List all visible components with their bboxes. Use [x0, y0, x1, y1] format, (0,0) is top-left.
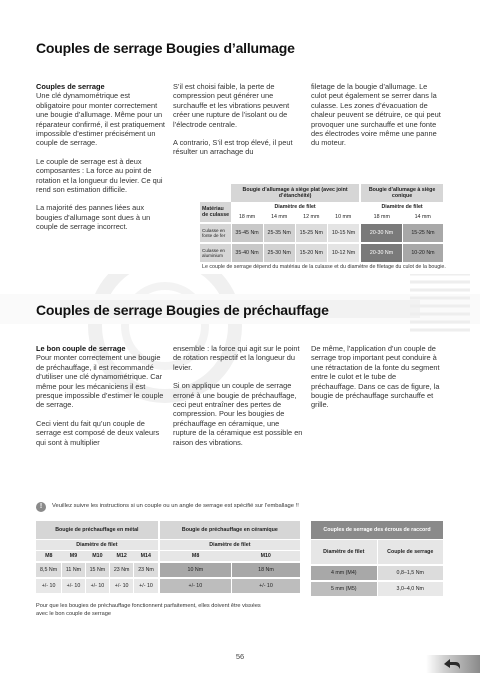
- section2-col3: [311, 344, 443, 419]
- header-ceramic: Bougie de préchauffage en céramique: [159, 521, 300, 540]
- section1-col3: [311, 82, 443, 157]
- section1-col1: [36, 82, 166, 241]
- value-cell: +/- 10: [134, 578, 159, 593]
- value-cell: 35-45 Nm: [231, 223, 263, 243]
- header-thread: Diamètre de filet: [231, 202, 360, 212]
- paragraph: Une clé dynamométrique est obligatoire pour monter correctement une bougie d’allumage. Même pour un réparateur confirmé, il est pratiquement impossible d’estimer précisément un couple de serrage.: [36, 91, 165, 148]
- footnote: Pour que les bougies de préchauffage fonctionnent parfaitement, elles doivent être vissées avec le bon couple de serrage: [36, 603, 261, 617]
- paragraph: ensemble : la force qui agit sur le point de rotation respectif et la longueur du levier.: [173, 344, 300, 372]
- value-cell: 5 mm (M5): [311, 581, 377, 596]
- return-tab[interactable]: [426, 655, 480, 673]
- size-cell: M10: [85, 551, 109, 563]
- header-diameter: Diamètre de filet: [311, 540, 377, 566]
- paragraph: A contrario, S’il est trop élevé, il peut résulter un arrachage du: [173, 138, 293, 157]
- info-icon: !: [36, 502, 46, 512]
- value-cell: 10 Nm: [159, 562, 232, 578]
- header-torque: Couple de serrage: [377, 540, 443, 566]
- section1-subheading: Couples de serrage: [36, 82, 105, 91]
- row-label: Culasse en aluminium: [200, 243, 231, 262]
- size-cell: 10 mm: [327, 212, 360, 223]
- row-label: Culasse en fonte de fer: [200, 223, 231, 243]
- section1-title: Couples de serrage Bougies d’allumage: [36, 40, 295, 56]
- section2-col1: [36, 344, 168, 456]
- value-cell: 25-35 Nm: [263, 223, 295, 243]
- value-cell: 3,0–4,0 Nm: [377, 581, 443, 596]
- paragraph: Si on applique un couple de serrage erroné à une bougie de préchauffage, ceci peut entraîner des pertes de compression. Pour les bougies de préchauffage en céramique, une rupture de la céramique est possible en raison des vibrations.: [173, 381, 303, 447]
- size-cell: M8: [159, 551, 232, 563]
- value-cell: 4 mm (M4): [311, 565, 377, 581]
- header-conical-seat: Bougie d’allumage à siège conique: [360, 184, 443, 202]
- paragraph: De même, l’application d’un couple de serrage trop important peut conduire à une rétractation de la fonte du segment entre le culot et le tube de préchauffage. Dans ce cas de figure, la bougie de préchauffage surchauffe et grille.: [311, 344, 440, 410]
- size-cell: M10: [231, 551, 300, 563]
- value-cell: +/- 10: [36, 578, 62, 593]
- page-number: 56: [235, 652, 245, 661]
- size-cell: 14 mm: [271, 214, 288, 220]
- value-cell: 15-25 Nm: [402, 223, 443, 243]
- header-metal: Bougie de préchauffage en métal: [36, 521, 159, 540]
- size-cell: M14: [134, 551, 159, 563]
- value-cell: 20-30 Nm: [360, 223, 402, 243]
- value-cell: 10-15 Nm: [327, 223, 360, 243]
- size-cell: M8: [36, 551, 62, 563]
- value-cell: 10-12 Nm: [327, 243, 360, 262]
- section2-subheading: Le bon couple de serrage: [36, 344, 126, 353]
- header-thread: Diamètre de filet: [159, 540, 300, 551]
- value-cell: +/- 10: [159, 578, 232, 593]
- value-cell: 23 Nm: [134, 562, 159, 578]
- spark-plug-table-caption: Le couple de serrage dépend du matériau de la culasse et du diamètre de filetage du culot de la bougie.: [202, 264, 446, 270]
- notice-text: Veuillez suivre les instructions si un couple ou un angle de serrage est spécifié sur l’emballage !!: [52, 503, 299, 509]
- size-cell: 14 mm: [414, 214, 431, 220]
- value-cell: 15 Nm: [85, 562, 109, 578]
- section2-title: Couples de serrage Bougies de préchauffage: [36, 302, 329, 318]
- size-cell: M12: [110, 551, 134, 563]
- value-cell: 15-20 Nm: [295, 243, 327, 262]
- return-arrow-icon: [442, 657, 462, 671]
- value-cell: 25-30 Nm: [263, 243, 295, 262]
- value-cell: 8,5 Nm: [36, 562, 62, 578]
- value-cell: 11 Nm: [62, 562, 86, 578]
- value-cell: +/- 10: [110, 578, 134, 593]
- spark-plug-torque-table: [200, 184, 443, 262]
- size-cell: 18 mm: [373, 214, 390, 220]
- header-thread: Diamètre de filet: [36, 540, 159, 551]
- value-cell: 35-40 Nm: [231, 243, 263, 262]
- value-cell: 18 Nm: [231, 562, 300, 578]
- paragraph: filetage de la bougie d’allumage. Le culot peut également se serrer dans la culasse. Les zones d’évacuation de chaleur peuvent se détruire, ce qui peut provoquer une surchauffe et une fonte des électrodes voire même une panne du moteur.: [311, 82, 441, 148]
- section1-col2: [173, 82, 301, 166]
- header-connector-nuts: Couples de serrage des écrous de raccord: [311, 521, 443, 540]
- value-cell: 15-25 Nm: [295, 223, 327, 243]
- paragraph: Le couple de serrage est à deux composantes : La force au point de rotation et la longueur du levier. Ce qui rend son estimation difficile.: [36, 156, 163, 195]
- section2-col2: [173, 344, 303, 456]
- value-cell: +/- 10: [231, 578, 300, 593]
- glow-plug-torque-table: [36, 521, 300, 593]
- header-flat-seat: Bougie d’allumage à siège plat (avec joint d’étanchéité): [231, 184, 360, 202]
- value-cell: 0,8–1,5 Nm: [377, 565, 443, 581]
- size-cell: 18 mm: [238, 214, 256, 220]
- paragraph: La majorité des pannes liées aux bougies d’allumage sont dues à un couple de serrage incorrect.: [36, 203, 151, 232]
- connector-nut-torque-table: [311, 521, 443, 596]
- paragraph: S’il est choisi faible, la perte de compression peut générer une surchauffe et les vibrations peuvent créer une rupture de l’isolant ou de l’électrode centrale.: [173, 82, 290, 129]
- header-thread: Diamètre de filet: [381, 204, 423, 210]
- value-cell: 20-30 Nm: [360, 243, 402, 262]
- size-cell: M9: [62, 551, 86, 563]
- header-material: Matériau de culasse: [200, 202, 231, 223]
- value-cell: 23 Nm: [110, 562, 134, 578]
- value-cell: +/- 10: [85, 578, 109, 593]
- size-cell: 12 mm: [303, 214, 320, 220]
- value-cell: +/- 10: [62, 578, 86, 593]
- paragraph: Ceci vient du fait qu’un couple de serrage est composé de deux valeurs qui sont à multiplier: [36, 418, 160, 447]
- paragraph: Pour monter correctement une bougie de préchauffage, il est recommandé d’utiliser une clé dynamométrique. Car même pour les mécaniciens il est presque impossible d’estimer le couple de serrage.: [36, 353, 164, 410]
- value-cell: 10-20 Nm: [402, 243, 443, 262]
